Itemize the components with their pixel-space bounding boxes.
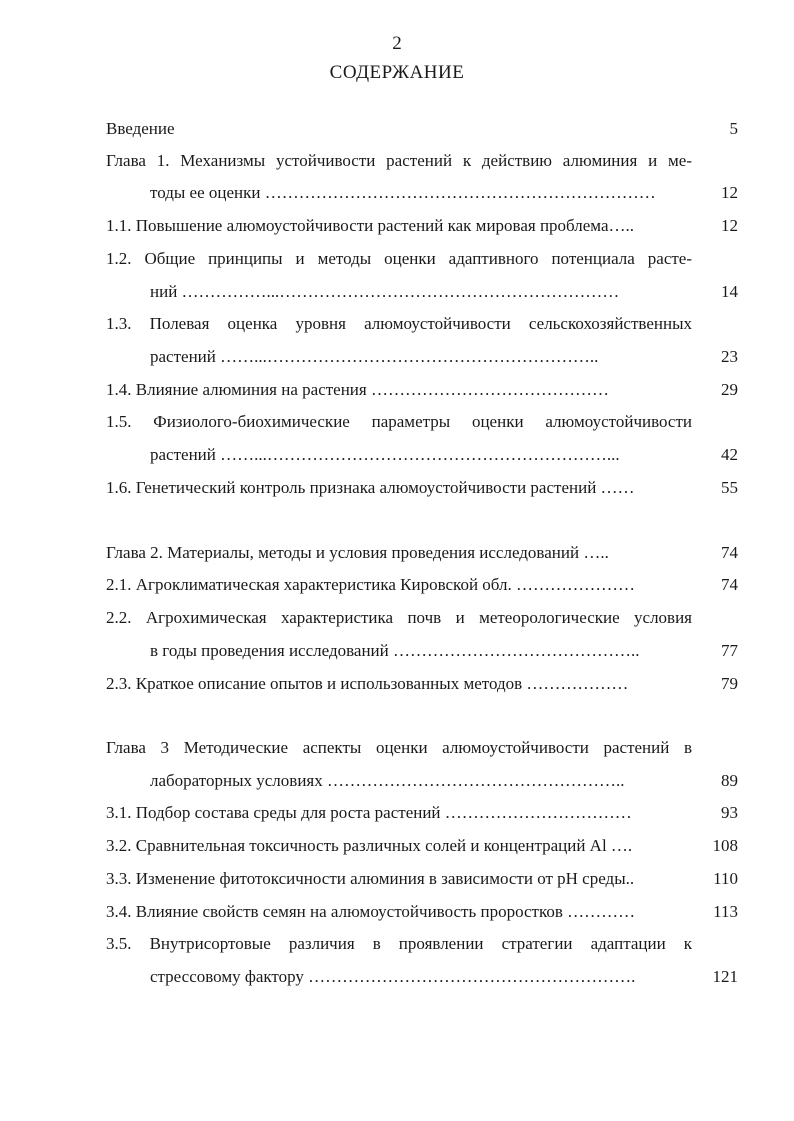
- page-title: СОДЕРЖАНИЕ: [329, 62, 465, 83]
- toc-entry-intro[interactable]: [0, 116, 794, 142]
- toc-entry-page: 55: [721, 478, 738, 497]
- toc-entry-1-3[interactable]: [0, 311, 794, 337]
- toc-entry-2-3[interactable]: [0, 671, 794, 697]
- toc-entry-text: 3.3. Изменение фитотоксичности алюминия в зависимости от pH среды..: [106, 869, 635, 888]
- toc-entry-1-5-cont[interactable]: [0, 442, 794, 468]
- toc-entry-page: 74: [721, 575, 738, 594]
- toc-entry-page: 42: [721, 445, 738, 464]
- toc-entry-text: 3.4. Влияние свойств семян на алюмоустойчивость проростков …………: [106, 902, 636, 921]
- toc-entry-page: 108: [712, 836, 738, 855]
- toc-entry-text: 3.2. Сравнительная токсичность различных солей и концентраций Al ….: [106, 836, 633, 855]
- toc-entry-text: 2.3. Краткое описание опытов и использованных методов ………………: [106, 674, 629, 693]
- toc-entry-1-4[interactable]: [0, 377, 794, 403]
- toc-entry-page: 74: [721, 543, 738, 562]
- toc-entry-text: 1.6. Генетический контроль признака алюмоустойчивости растений ……: [106, 478, 635, 497]
- toc-entry-2-2-cont[interactable]: [0, 638, 794, 664]
- toc-entry-text: тоды ее оценки ……………………………………………………………: [150, 183, 656, 202]
- toc-entry-1-2-cont[interactable]: [0, 279, 794, 305]
- toc-entry-page: 121: [712, 967, 738, 986]
- toc-entry-text: 1.4. Влияние алюминия на растения ……………………………………: [106, 380, 609, 399]
- toc-entry-page: 77: [721, 641, 738, 660]
- toc-entry-page: 23: [721, 347, 738, 366]
- toc-entry-page: 14: [721, 282, 738, 301]
- toc-entry-page: 29: [721, 380, 738, 399]
- toc-entry-3-2[interactable]: [0, 833, 794, 859]
- toc-entry-1-2[interactable]: [0, 246, 794, 272]
- toc-entry-text: Глава 2. Материалы, методы и условия проведения исследований …..: [106, 543, 609, 562]
- toc-entry-page: 89: [721, 771, 738, 790]
- toc-entry-page: 93: [721, 803, 738, 822]
- toc-entry-text: в годы проведения исследований ……………………………………..: [150, 641, 640, 660]
- toc-entry-text: растений ……...……………………………………………………...: [150, 445, 620, 464]
- toc-entry-text: Глава 1. Механизмы устойчивости растений к действию алюминия и ме-: [106, 151, 692, 170]
- toc-entry-text: стрессовому фактору ………………………………………………….: [150, 967, 636, 986]
- toc-entry-chapter-3-cont[interactable]: [0, 768, 794, 794]
- toc-entry-text: растений ……...…………………………………………………..: [150, 347, 599, 366]
- toc-entry-3-5-cont[interactable]: [0, 964, 794, 990]
- toc-entry-text: Глава 3 Методические аспекты оценки алюмоустойчивости растений в: [106, 738, 692, 757]
- toc-entry-text: 1.5. Физиолого-биохимические параметры оценки алюмоустойчивости: [106, 412, 692, 431]
- toc-entry-chapter-1-cont[interactable]: [0, 180, 794, 206]
- toc-entry-chapter-2[interactable]: [0, 540, 794, 566]
- toc-entry-1-5[interactable]: [0, 409, 794, 435]
- toc-entry-text: 1.2. Общие принципы и методы оценки адаптивного потенциала расте-: [106, 249, 692, 268]
- toc-entry-3-1[interactable]: [0, 800, 794, 826]
- toc-entry-chapter-1[interactable]: [0, 148, 794, 174]
- toc-entry-page: 113: [713, 902, 738, 921]
- toc-entry-page: 5: [729, 119, 738, 138]
- toc-entry-text: 3.5. Внутрисортовые различия в проявлении стратегии адаптации к: [106, 934, 692, 953]
- toc-entry-1-1[interactable]: [0, 213, 794, 239]
- toc-entry-page: 110: [713, 869, 738, 888]
- toc-entry-text: Введение: [106, 119, 175, 138]
- page-number: 2: [392, 33, 402, 54]
- toc-entry-3-5[interactable]: [0, 931, 794, 957]
- toc-entry-text: 2.1. Агроклиматическая характеристика Кировской обл. …………………: [106, 575, 636, 594]
- toc-entry-chapter-3[interactable]: [0, 735, 794, 761]
- toc-entry-text: 2.2. Агрохимическая характеристика почв и метеорологические условия: [106, 608, 692, 627]
- toc-entry-text: лабораторных условиях ……………………………………………..: [150, 771, 625, 790]
- toc-entry-page: 12: [721, 216, 738, 235]
- toc-entry-1-3-cont[interactable]: [0, 344, 794, 370]
- toc-entry-text: 3.1. Подбор состава среды для роста растений ……………………………: [106, 803, 632, 822]
- toc-entry-text: ний ……………...……………………………………………………: [150, 282, 620, 301]
- toc-entry-page: 79: [721, 674, 738, 693]
- toc-entry-1-6[interactable]: [0, 475, 794, 501]
- toc-entry-page: 12: [721, 183, 738, 202]
- toc-entry-2-1[interactable]: [0, 572, 794, 598]
- toc-entry-3-4[interactable]: [0, 899, 794, 925]
- toc-entry-2-2[interactable]: [0, 605, 794, 631]
- toc-entry-3-3[interactable]: [0, 866, 794, 892]
- toc-entry-text: 1.1. Повышение алюмоустойчивости растений как мировая проблема…..: [106, 216, 634, 235]
- toc-entry-text: 1.3. Полевая оценка уровня алюмоустойчивости сельскохозяйственных: [106, 314, 692, 333]
